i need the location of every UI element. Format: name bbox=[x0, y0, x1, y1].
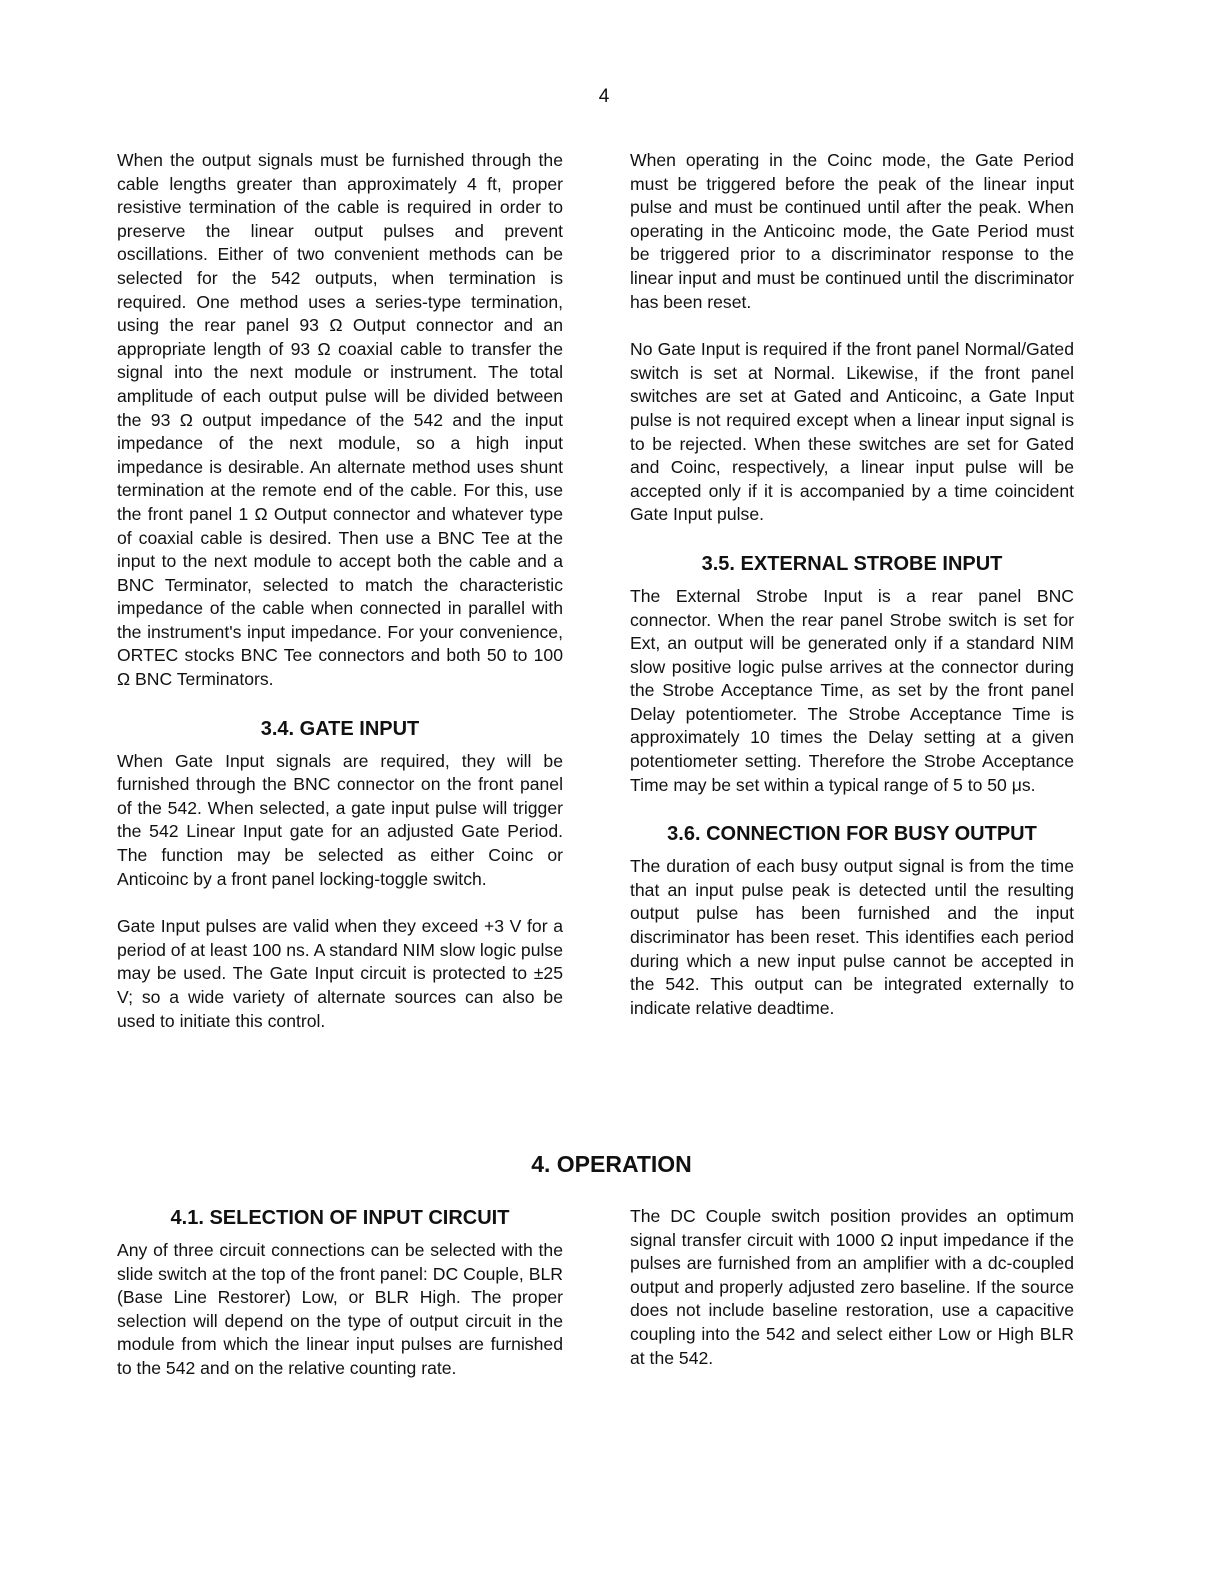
heading-strobe: 3.5. EXTERNAL STROBE INPUT bbox=[701, 552, 1003, 575]
page-number: 4 bbox=[598, 86, 610, 107]
para-gate-input-2: Gate Input pulses are valid when they exceed +3 V for a period of at least 100 ns. A standard NIM slow logic pulse may be used. The Gate Input circuit is protected to ±25 V; so a wide variety of alternate sources can also be used to initiate this control. bbox=[117, 916, 563, 1031]
operation-right-column bbox=[630, 1205, 1074, 1370]
right-column bbox=[630, 149, 1074, 1020]
para-busy: The duration of each busy output signal is from the time that an input pulse peak is detected until the resulting output pulse has been furnished and the input discriminator has been reset. This identifies each period during which a new input pulse cannot be accepted in the 542. This output can be integrated externally to indicate relative deadtime. bbox=[630, 856, 1074, 1018]
para-no-gate: No Gate Input is required if the front panel Normal/Gated switch is set at Normal. Likewise, if the front panel switches are set at Gated and Anticoinc, a Gate Input pulse is not required except when a linear input signal is to be rejected. When these switches are set for Gated and Coinc, respectively, a linear input pulse will be accepted only if it is accompanied by a time coincident Gate Input pulse. bbox=[630, 339, 1074, 525]
paragraph-gap bbox=[630, 314, 1074, 338]
heading-gate-input: 3.4. GATE INPUT bbox=[260, 717, 420, 740]
para-dc-couple: The DC Couple switch position provides an optimum signal transfer circuit with 1000 Ω input impedance if the pulses are furnished from an amplifier with a dc-coupled output and properly adjusted zero baseline. If the source does not include baseline restoration, use a capacitive coupling into the 542 and select either Low or High BLR at the 542. bbox=[630, 1206, 1074, 1368]
para-coinc-mode: When operating in the Coinc mode, the Gate Period must be triggered before the peak of the linear input pulse and must be continued until after the peak. When operating in the Anticoinc mode, the Gate Period must be triggered prior to a discriminator response to the linear input and must be continued until the discriminator has been reset. bbox=[630, 150, 1074, 312]
left-column bbox=[117, 149, 563, 1033]
para-input-circuit: Any of three circuit connections can be selected with the slide switch at the top of the front panel: DC Couple, BLR (Base Line Restorer) Low, or BLR High. The proper selection will depend on the type of output circuit in the module from which the linear input pulses are furnished to the 542 and on the relative counting rate. bbox=[117, 1240, 563, 1378]
heading-operation: 4. OPERATION bbox=[531, 1151, 692, 1177]
para-output-termination: When the output signals must be furnished through the cable lengths greater than approximately 4 ft, proper resistive termination of the cable is required in order to preserve the linear output pulses and prevent oscillations. Either of two convenient methods can be selected for the 542 outputs, when termination is required. One method uses a series-type termination, using the rear panel 93 Ω Output connector and an appropriate length of 93 Ω coaxial cable to transfer the signal into the next module or instrument. The total amplitude of each output pulse will be divided between the 93 Ω output impedance of the 542 and the input impedance of the next module, so a high input impedance is desirable. An alternate method uses shunt termination at the remote end of the cable. For this, use the front panel 1 Ω Output connector and whatever type of coaxial cable is desired. Then use a BNC Tee at the input to the next module to accept both the cable and a BNC Terminator, selected to match the characteristic impedance of the cable when connected in parallel with the instrument's input impedance. For your convenience, ORTEC stocks BNC Tee connectors and both 50 to 100 Ω BNC Terminators. bbox=[117, 150, 563, 690]
paragraph-gap bbox=[117, 891, 563, 915]
para-gate-input-1: When Gate Input signals are required, they will be furnished through the BNC connector on the front panel of the 542. When selected, a gate input pulse will trigger the 542 Linear Input gate for an adjusted Gate Period. The function may be selected as either Coinc or Anticoinc by a front panel locking-toggle switch. bbox=[117, 750, 563, 889]
heading-busy: 3.6. CONNECTION FOR BUSY OUTPUT bbox=[667, 823, 1037, 846]
heading-input-circuit: 4.1. SELECTION OF INPUT CIRCUIT bbox=[170, 1207, 510, 1229]
para-strobe: The External Strobe Input is a rear panel BNC connector. When the rear panel Strobe switch is set for Ext, an output will be generated only if a standard NIM slow positive logic pulse arrives at the connector during the Strobe Acceptance Time, as set by the front panel Delay potentiometer. The Strobe Acceptance Time is approximately 10 times the Delay setting at a given potentiometer setting. Therefore the Strobe Acceptance Time may be set within a typical range of 5 to 50 μs. bbox=[630, 585, 1074, 795]
operation-left-column bbox=[117, 1205, 563, 1381]
